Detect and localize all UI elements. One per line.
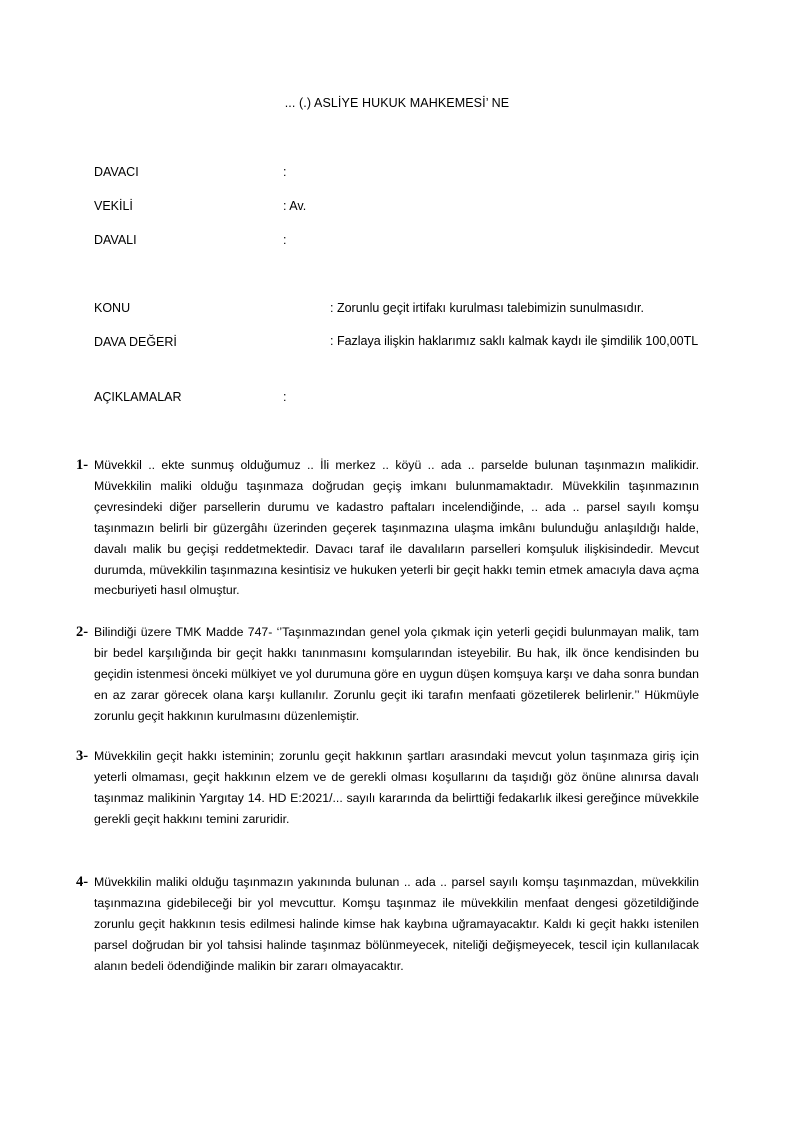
- defendant-value: :: [283, 233, 287, 247]
- paragraph-number: 3-: [76, 748, 89, 764]
- court-title: ... (.) ASLİYE HUKUK MAHKEMESİ’ NE: [284, 96, 510, 110]
- paragraph-number: 1-: [76, 457, 89, 473]
- defendant-label: DAVALI: [94, 233, 137, 247]
- claim-value-label: DAVA DEĞERİ: [94, 335, 177, 349]
- subject-value: : Zorunlu geçit irtifakı kurulması talebimizin sunulmasıdır.: [330, 301, 645, 315]
- paragraph-number: 2-: [76, 624, 89, 640]
- paragraph-text: Bilindiği üzere TMK Madde 747- ‘’Taşınmazından genel yola çıkmak için yeterli geçidi bulunmayan malik, tam bir bedel karşılığında bir geçit hakkı tanınmasını komşularından isteyebilir. Bu hak, ilk önce kendisinden bu geçidin istenmesi önceki mülkiyet ve yol durumuna göre en uygun düşen komşuya karşı ve daha sonra bundan en az zarar görecek olana karşı kullanılır. Zorunlu geçit iki tarafın menfaati gözetilerek belirlenir.’’ Hükmüyle zorunlu geçit hakkının kurulmasını düzenlemiştir.: [94, 625, 699, 723]
- attorney-label: VEKİLİ: [94, 199, 133, 213]
- plaintiff-label: DAVACI: [94, 165, 139, 179]
- paragraph-text: Müvekkilin geçit hakkı isteminin; zorunlu geçit hakkının şartları arasındaki mevcut yolun taşınmaza giriş için yeterli olmaması, geçit hakkının elzem ve de gerekli olması koşullarını da taşıdığı göz önüne alınırsa davalı taşınmaz malikinin Yargıtay 14. HD E:2021/... sayılı kararında da belirttiği fedakarlık ilkesi gereğince müvekkile gerekli geçit hakkını temini zaruridir.: [94, 749, 699, 826]
- paragraph-text: Müvekkilin maliki olduğu taşınmazın yakınında bulunan .. ada .. parsel sayılı komşu taşınmazdan, müvekkilin taşınmazına gidebileceği bir yol mevcuttur. Komşu taşınmaz ile müvekkilin menfaat dengesi gözetildiğinde zorunlu geçit hakkının tesis edilmesi halinde kimse hak kaybına uğramayacaktır. Kaldı ki geçit hakkı istenilen parsel doğrudan bir yol tahsisi halinde taşınmaz bölünmeyecek, niteliği değişmeyecek, tescil için kullanılacak alanın bedeli ödendiğinde malikin bir zararı olmayacaktır.: [94, 875, 699, 973]
- explanations-label: AÇIKLAMALAR: [94, 390, 182, 404]
- plaintiff-value: :: [283, 165, 287, 179]
- paragraph-text: Müvekkil .. ekte sunmuş olduğumuz .. İli merkez .. köyü .. ada .. parselde bulunan taşınmazın malikidir. Müvekkilin maliki olduğu taşınmaza doğrudan geçiş imkanı bulunmamaktadır. Müvekkilin taşınmazının çevresindeki diğer parsellerin durumu ve kadastro paftaları incelendiğinde, .. ada .. parsel sayılı komşu taşınmazın belirli bir güzergâhı üzerinden geçerek taşınmazına ulaşma imkânı bulunduğu anlaşıldığı halde, davalı malik bu geçişi reddetmektedir. Davacı taraf ile davalıların parselleri komşuluk ilişkisindedir. Mevcut durumda, müvekkilin taşınmazına kesintisiz ve hukuken yeterli bir geçit hakkı temin etmek amacıyla dava açma mecburiyeti hasıl olmuştur.: [94, 458, 699, 598]
- explanations-value: :: [283, 390, 287, 404]
- paragraph-number: 4-: [76, 874, 89, 890]
- claim-value-value: : Fazlaya ilişkin haklarımız saklı kalmak kaydı ile şimdilik 100,00TL: [330, 334, 699, 348]
- attorney-value: : Av.: [283, 199, 307, 213]
- subject-label: KONU: [94, 301, 131, 315]
